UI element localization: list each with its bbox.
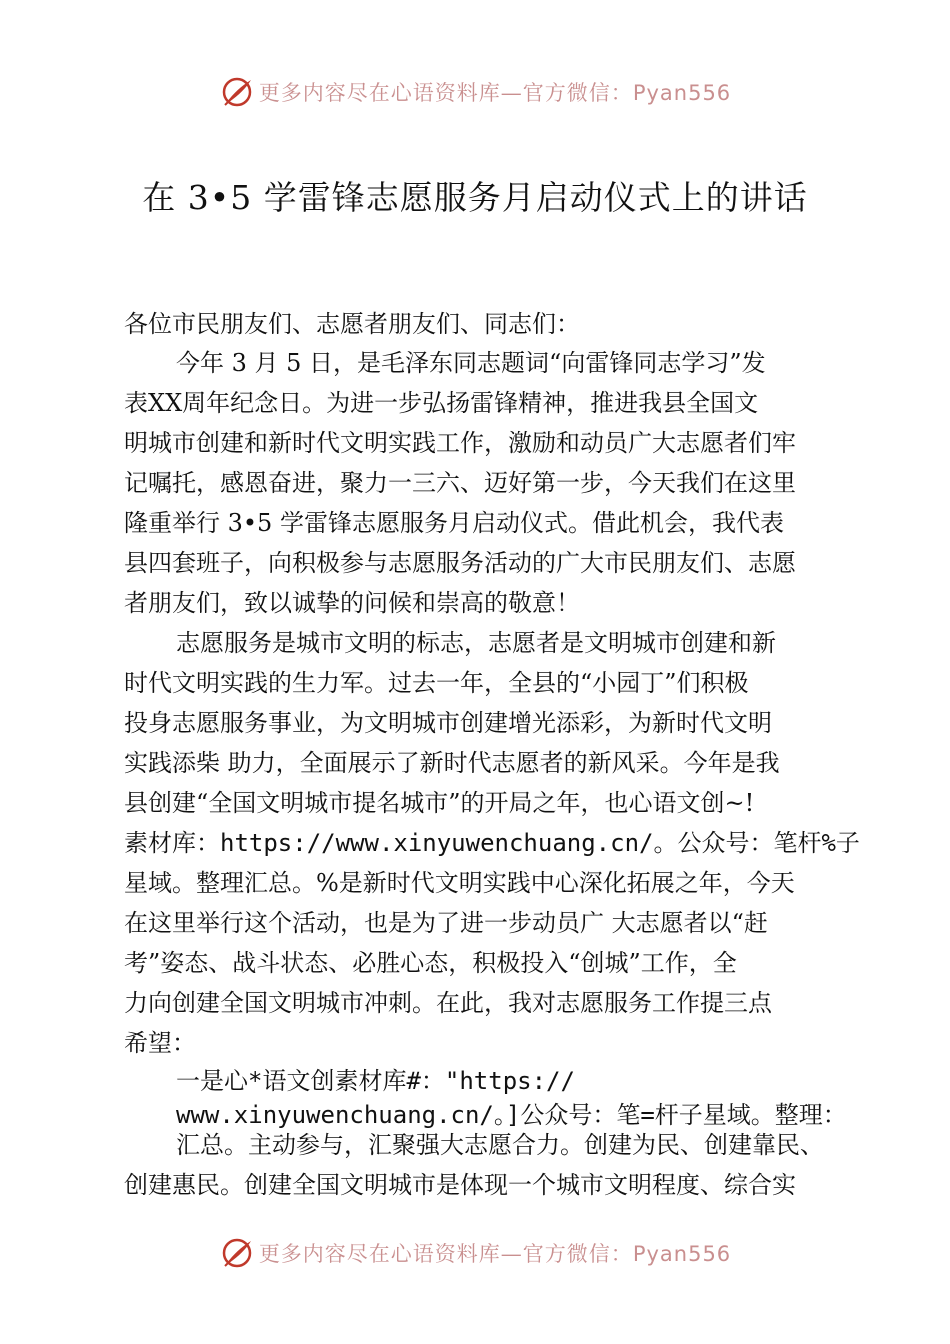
body-line: 素材库：https://www.xinyuwenchuang.cn/。公众号：笔杆%子 xyxy=(124,829,860,857)
body-line: 者朋友们，致以诚挚的问候和崇高的敬意！ xyxy=(124,589,580,617)
feather-pen-logo-icon xyxy=(219,1235,255,1271)
watermark-id: Pyan556 xyxy=(632,81,732,105)
page-title: 在 3•5 学雷锋志愿服务月启动仪式上的讲话 xyxy=(142,178,808,217)
body-line: 表XX周年纪念日。为进一步弘扬雷锋精神，推进我县全国文 xyxy=(124,389,759,417)
body-line: 投身志愿服务事业，为文明城市创建增光添彩，为新时代文明 xyxy=(124,709,772,737)
body-line: www.xinyuwenchuang.cn/。]公众号：笔=杆子星域。整理： xyxy=(176,1101,847,1129)
body-line: 时代文明实践的生力军。过去一年，全县的“小园丁”们积极 xyxy=(124,669,749,697)
watermark-text: 更多内容尽在心语资料库—官方微信：Pyan556 xyxy=(258,1242,732,1266)
body-line: 记嘱托，感恩奋进，聚力一三六、迈好第一步，今天我们在这里 xyxy=(124,469,796,497)
body-line: 一是心*语文创素材库#："https:// xyxy=(176,1067,575,1095)
body-line: 考”姿态、战斗状态、必胜心态，积极投入“创城”工作，全 xyxy=(124,949,737,977)
body-line: 希望： xyxy=(124,1029,196,1057)
body-line: 县创建“全国文明城市提名城市”的开局之年，也心语文创~! xyxy=(124,789,755,817)
body-line: 今年 3 月 5 日，是毛泽东同志题词“向雷锋同志学习”发 xyxy=(176,349,766,377)
body-line: 星域。整理汇总。%是新时代文明实践中心深化拓展之年，今天 xyxy=(124,869,795,897)
feather-pen-logo-icon xyxy=(219,74,255,110)
body-line: 隆重举行 3•5 学雷锋志愿服务月启动仪式。借此机会，我代表 xyxy=(124,509,784,537)
body-line: 创建惠民。创建全国文明城市是体现一个城市文明程度、综合实 xyxy=(124,1171,796,1199)
body-line: 汇总。主动参与，汇聚强大志愿合力。创建为民、创建靠民、 xyxy=(176,1131,824,1159)
body-line: 志愿服务是城市文明的标志，志愿者是文明城市创建和新 xyxy=(176,629,776,657)
watermark-footer xyxy=(0,1231,950,1275)
watermark-id: Pyan556 xyxy=(632,1242,732,1266)
body-line: 实践添柴 助力，全面展示了新时代志愿者的新风采。今年是我 xyxy=(124,749,780,777)
body-line: 县四套班子，向积极参与志愿服务活动的广大市民朋友们、志愿 xyxy=(124,549,796,577)
body-line: 在这里举行这个活动，也是为了进一步动员广 大志愿者以“赶 xyxy=(124,909,768,937)
body-line: 明城市创建和新时代文明实践工作，激励和动员广大志愿者们牢 xyxy=(124,429,796,457)
body-line: 力向创建全国文明城市冲刺。在此，我对志愿服务工作提三点 xyxy=(124,989,772,1017)
body-line: 各位市民朋友们、志愿者朋友们、同志们： xyxy=(124,310,580,338)
watermark-text: 更多内容尽在心语资料库—官方微信：Pyan556 xyxy=(258,81,732,105)
watermark-header xyxy=(0,70,950,114)
